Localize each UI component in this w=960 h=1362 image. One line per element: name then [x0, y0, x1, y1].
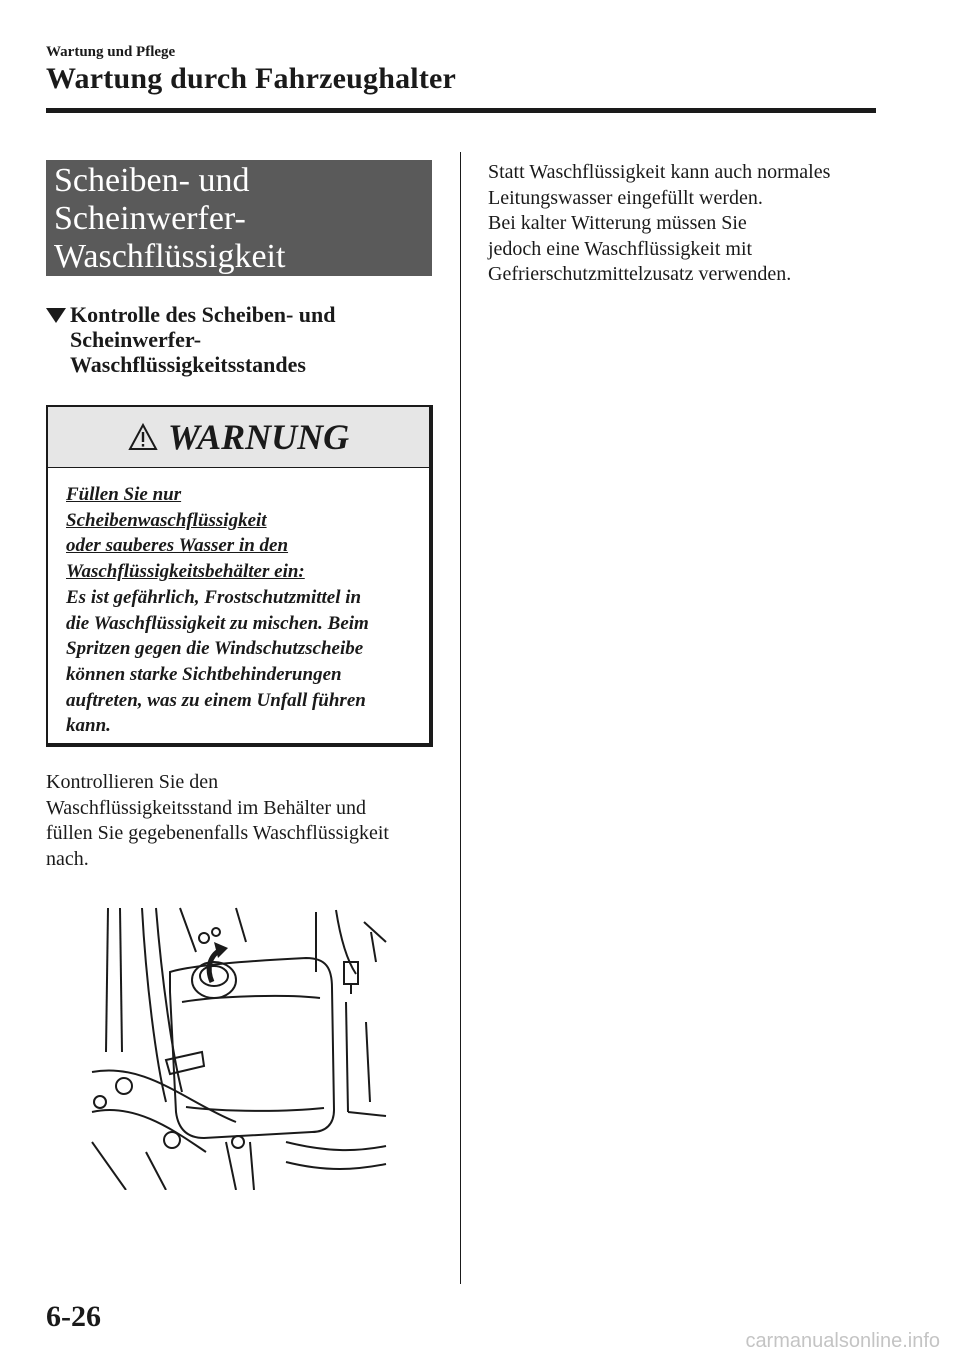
- chapter-label: Wartung und Pflege: [46, 44, 176, 60]
- paragraph-line: Statt Waschflüssigkeit kann auch normales: [488, 161, 831, 183]
- section-title-line: Waschflüssigkeit: [54, 238, 286, 275]
- warning-title: WARNUNG: [167, 417, 350, 457]
- paragraph-line: jedoch eine Waschflüssigkeit mit: [488, 237, 753, 260]
- warning-triangle-icon: [128, 423, 158, 451]
- subsection-line: Waschflüssigkeitsstandes: [70, 352, 306, 377]
- warning-line: Füllen Sie nur: [66, 484, 182, 505]
- warning-box: [46, 405, 433, 747]
- paragraph-line: Kontrollieren Sie den: [46, 771, 219, 793]
- right-paragraph: [488, 160, 830, 288]
- paragraph-line: füllen Sie gegebenenfalls Waschflüssigkeit: [46, 822, 389, 844]
- column-divider: [460, 152, 461, 1284]
- paragraph-line: Bei kalter Witterung müssen Sie: [488, 212, 747, 234]
- paragraph-line: nach.: [46, 847, 89, 870]
- warning-header: [48, 407, 429, 468]
- paragraph-line: Leitungswasser eingefüllt werden.: [488, 186, 763, 209]
- warning-line: Es ist gefährlich, Frostschutzmittel in: [66, 586, 362, 608]
- subsection-heading: [46, 302, 432, 377]
- subsection-line: Kontrolle des Scheiben- und: [70, 302, 336, 327]
- warning-line: können starke Sichtbehinderungen: [66, 663, 342, 685]
- warning-line: die Waschflüssigkeit zu mischen. Beim: [66, 612, 369, 634]
- watermark: carmanualsonline.info: [745, 1330, 940, 1352]
- warning-line: oder sauberes Wasser in den: [66, 535, 289, 557]
- warning-line: auftreten, was zu einem Unfall führen: [66, 689, 366, 711]
- left-paragraph: [46, 770, 389, 872]
- paragraph-line: Waschflüssigkeitsstand im Behälter und: [46, 796, 366, 819]
- section-title-line: Scheinwerfer-: [54, 200, 246, 237]
- page-number: 6-26: [46, 1300, 101, 1333]
- subsection-line: Scheinwerfer-: [70, 327, 202, 352]
- section-title-box: [46, 160, 432, 276]
- warning-line: Waschflüssigkeitsbehälter ein:: [66, 561, 305, 583]
- page-title: Wartung durch Fahrzeughalter: [46, 62, 457, 95]
- triangle-bullet-icon: [46, 308, 66, 323]
- warning-line: kann.: [66, 715, 111, 737]
- warning-line: Spritzen gegen die Windschutzscheibe: [66, 638, 364, 660]
- warning-text: [48, 468, 429, 739]
- header-rule: [46, 108, 876, 113]
- section-title-line: Scheiben- und: [54, 162, 250, 199]
- paragraph-line: Gefrierschutzmittelzusatz verwenden.: [488, 263, 792, 285]
- washer-reservoir-illustration: [86, 902, 388, 1190]
- warning-line: Scheibenwaschflüssigkeit: [66, 509, 267, 531]
